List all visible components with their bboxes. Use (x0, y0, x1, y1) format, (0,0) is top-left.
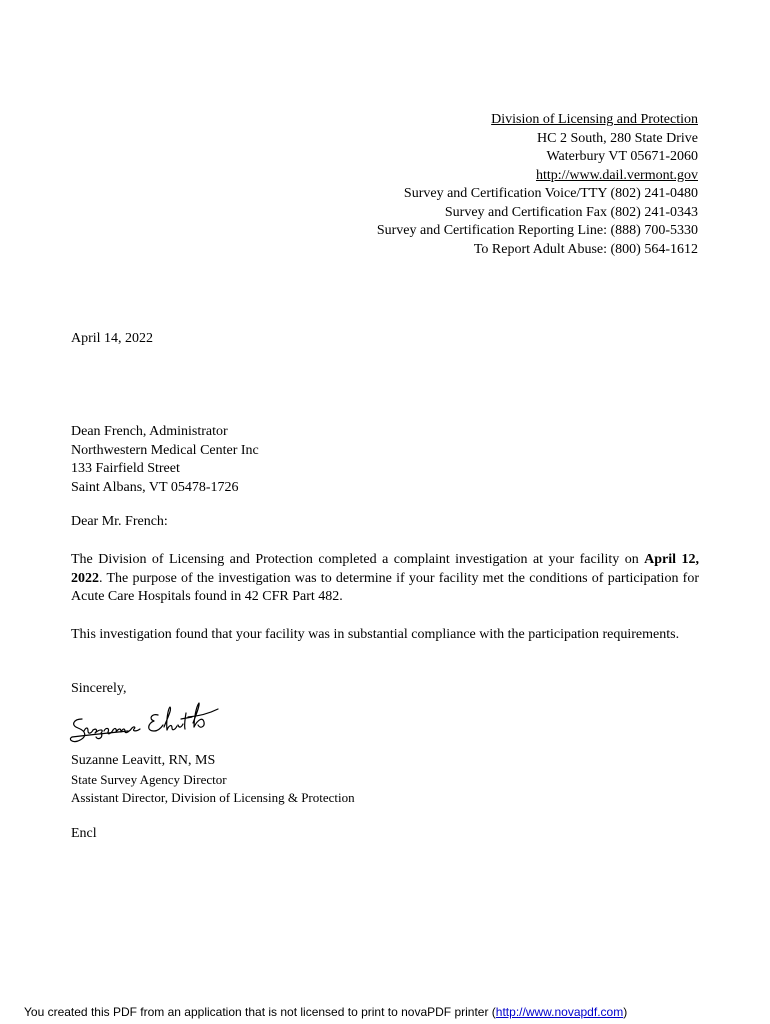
p1-date-bold: April 12, 2022 (71, 552, 699, 586)
letterhead-address2: Waterbury VT 05671-2060 (546, 149, 698, 164)
footer-notice (24, 1005, 627, 1019)
letterhead-website-link[interactable]: http://www.dail.vermont.gov (535, 167, 698, 183)
signer-name: Suzanne Leavitt, RN, MS (71, 753, 216, 768)
recipient-street: 133 Fairfield Street (71, 461, 180, 476)
letter-date: April 14, 2022 (71, 331, 154, 346)
p1-start: The Division of Licensing and Protection completed a complaint investigation at your facility on (71, 552, 645, 567)
salutation: Dear Mr. French: (71, 514, 168, 529)
footer-text: You created this PDF from an application that is not licensed to print to novaPDF printer ( (24, 1005, 496, 1019)
body-paragraph-1 (71, 551, 699, 607)
recipient-address (71, 423, 259, 497)
signer-title-1: State Survey Agency Director (71, 771, 227, 787)
letterhead-fax: Survey and Certification Fax (802) 241-0343 (444, 204, 698, 220)
letterhead-org: Division of Licensing and Protection (491, 112, 698, 127)
body-paragraph-2: This investigation found that your facility was in substantial compliance with the participation requirements. (71, 627, 680, 642)
footer-close: ) (623, 1005, 628, 1019)
signer-block (71, 752, 355, 808)
letterhead-abuse: To Report Adult Abuse: (800) 564-1612 (473, 241, 698, 257)
letterhead-voice: Survey and Certification Voice/TTY (802) 241-0480 (403, 186, 698, 201)
recipient-org: Northwestern Medical Center Inc (71, 442, 259, 458)
letterhead-address1: HC 2 South, 280 State Drive (537, 130, 698, 146)
signer-title-2: Assistant Director, Division of Licensing & Protection (71, 790, 355, 805)
footer-link[interactable]: http://www.novapdf.com (495, 1005, 624, 1019)
recipient-city: Saint Albans, VT 05478-1726 (71, 479, 239, 495)
closing: Sincerely, (71, 681, 127, 696)
letterhead (377, 111, 698, 259)
signature-image (68, 697, 233, 747)
p1-end: . The purpose of the investigation was to determine if your facility met the conditions of participation for Acute Care Hospitals found in 42 CFR Part 482. (71, 570, 699, 604)
recipient-name: Dean French, Administrator (71, 424, 228, 439)
letterhead-reporting: Survey and Certification Reporting Line: (888) 700-5330 (376, 223, 698, 238)
enclosure-note: Encl (71, 826, 97, 841)
